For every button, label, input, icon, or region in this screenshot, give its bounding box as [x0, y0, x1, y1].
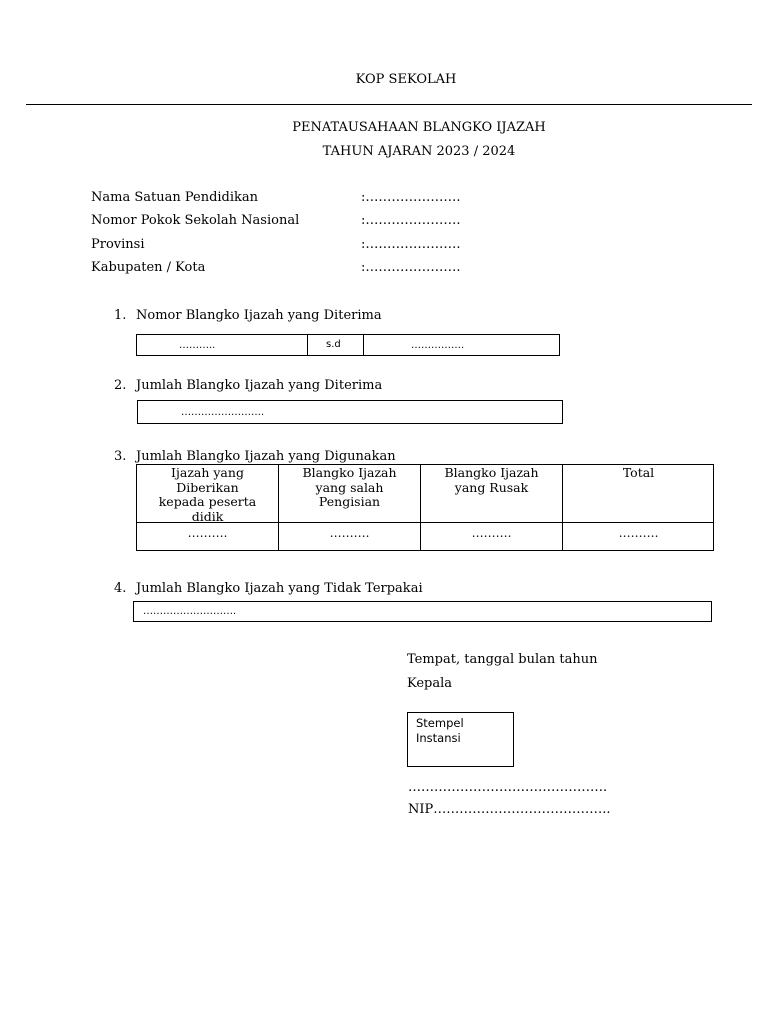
section-1-title: Nomor Blangko Ijazah yang Diterima	[136, 308, 382, 323]
stamp-box	[407, 712, 514, 767]
table-header-total: Total	[622, 465, 655, 480]
blangko-number-range-box	[136, 334, 560, 356]
section-4-title: Jumlah Blangko Ijazah yang Tidak Terpakai	[136, 581, 423, 596]
label-npsn: Nomor Pokok Sekolah Nasional	[91, 213, 300, 228]
label-nama-satuan: Nama Satuan Pendidikan	[91, 190, 259, 205]
signatory-position: Kepala	[407, 676, 453, 691]
place-date: Tempat, tanggal bulan tahun	[407, 652, 598, 667]
blangko-number-from[interactable]: ………..	[179, 340, 216, 351]
academic-year: TAHUN AJARAN 2023 / 2024	[322, 144, 516, 159]
section-2-number: 2.	[114, 378, 127, 393]
blangko-unused-box[interactable]	[133, 601, 712, 622]
blangko-number-to[interactable]: …………….	[411, 340, 465, 351]
table-header-salah-pengisian: Blangko Ijazah yang salah Pengisian	[302, 465, 397, 509]
section-3-title: Jumlah Blangko Ijazah yang Digunakan	[136, 449, 396, 464]
field-nama-satuan[interactable]: :………………….	[361, 190, 461, 205]
blangko-received-value: …………………….	[181, 407, 265, 418]
table-header-rusak: Blangko Ijazah yang Rusak	[444, 465, 539, 495]
header-divider	[26, 104, 752, 105]
field-kabupaten-kota[interactable]: :………………….	[361, 260, 461, 275]
value-rusak[interactable]: ……….	[471, 526, 512, 540]
signatory-nip[interactable]: NIP…………………………………..	[408, 802, 611, 817]
blangko-received-box[interactable]	[137, 400, 563, 424]
value-total[interactable]: ……….	[618, 526, 659, 540]
section-2-title: Jumlah Blangko Ijazah yang Diterima	[136, 378, 383, 393]
label-provinsi: Provinsi	[91, 237, 145, 252]
blangko-usage-table	[136, 464, 714, 551]
range-sd-label: s.d	[326, 339, 341, 350]
field-provinsi[interactable]: :………………….	[361, 237, 461, 252]
value-salah-pengisian[interactable]: ……….	[329, 526, 370, 540]
label-kabupaten-kota: Kabupaten / Kota	[91, 260, 206, 275]
section-1-number: 1.	[114, 308, 127, 323]
kop-sekolah: KOP SEKOLAH	[355, 72, 457, 87]
document-title: PENATAUSAHAAN BLANGKO IJAZAH	[292, 120, 546, 135]
signatory-name-line[interactable]: ……………………………………….	[408, 780, 608, 795]
stamp-label: Stempel Instansi	[416, 716, 464, 745]
section-4-number: 4.	[114, 581, 127, 596]
blangko-unused-value: ……………………….	[143, 606, 237, 617]
table-header-diberikan: Ijazah yang Diberikan kepada peserta didik	[158, 465, 257, 524]
section-3-number: 3.	[114, 449, 127, 464]
value-diberikan[interactable]: ……….	[187, 526, 228, 540]
field-npsn[interactable]: :………………….	[361, 213, 461, 228]
